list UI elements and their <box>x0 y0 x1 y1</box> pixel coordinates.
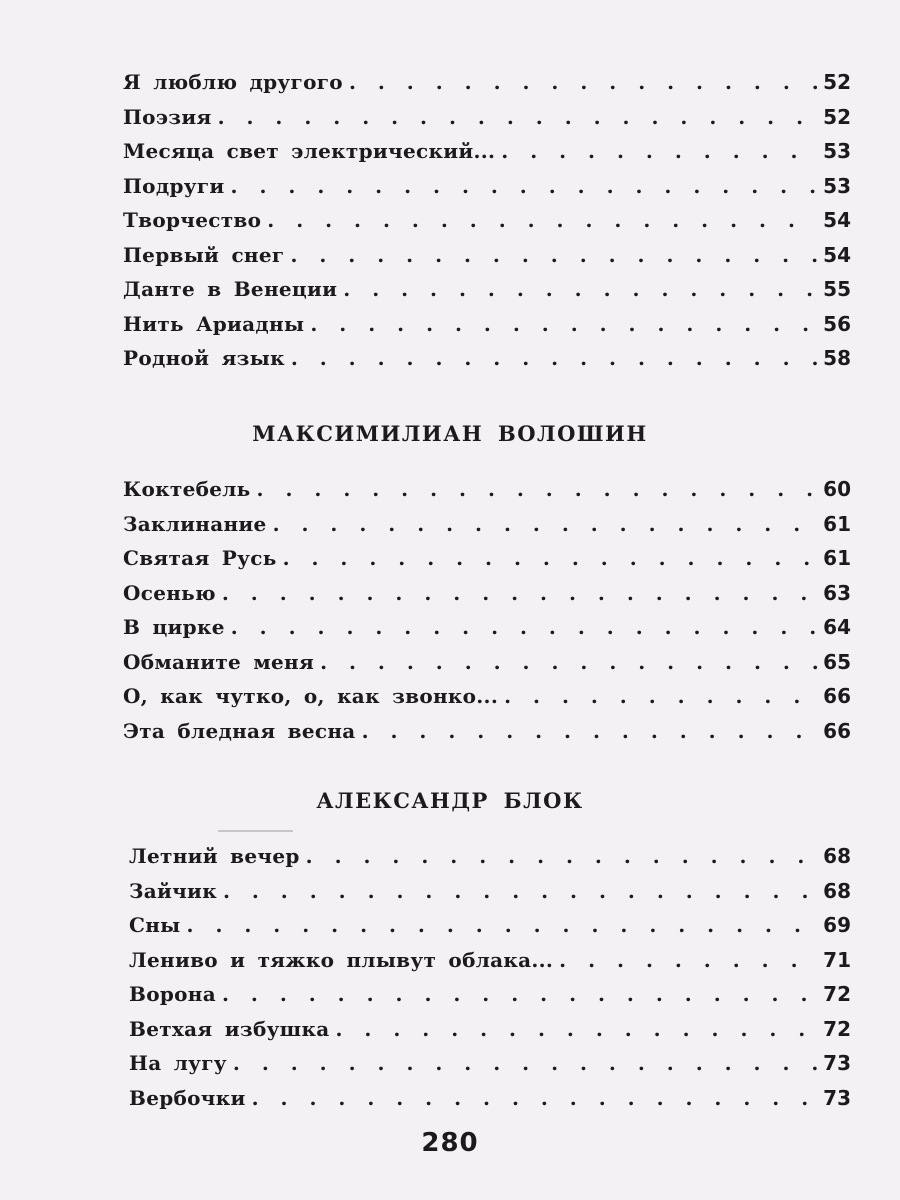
entry-title: Нить Ариадны <box>123 311 305 336</box>
entry-page: 64 <box>823 615 851 639</box>
dot-leader <box>362 719 818 743</box>
entry-title: Заклинание <box>123 511 267 536</box>
toc-entry <box>123 615 851 650</box>
toc-entry <box>123 581 851 616</box>
entry-title: Данте в Венеции <box>123 277 338 301</box>
toc-entry <box>129 948 851 983</box>
entry-page: 72 <box>823 1016 851 1041</box>
dot-leader <box>504 684 817 708</box>
heading-underline <box>218 830 293 832</box>
dot-leader <box>335 1017 817 1041</box>
entry-page: 61 <box>823 546 851 570</box>
entry-title: Обманите меня <box>123 649 315 674</box>
toc-section-1 <box>123 70 851 381</box>
dot-leader <box>349 70 817 94</box>
dot-leader <box>218 105 818 129</box>
toc-section-2 <box>123 477 851 753</box>
entry-page: 73 <box>823 1051 851 1075</box>
dot-leader <box>223 879 817 903</box>
entry-title: Творчество <box>123 208 262 232</box>
dot-leader <box>343 277 817 301</box>
section-heading-voloshin: МАКСИМИЛИАН ВОЛОШИН <box>252 421 648 446</box>
toc-entry <box>129 1086 851 1121</box>
dot-leader <box>320 650 817 674</box>
toc-entry <box>123 174 851 209</box>
entry-title: На лугу <box>129 1051 227 1075</box>
entry-title: Осенью <box>123 580 216 605</box>
entry-page: 52 <box>823 104 851 129</box>
dot-leader <box>290 243 817 267</box>
dot-leader <box>257 477 818 501</box>
entry-title: Родной язык <box>123 346 285 370</box>
dot-leader <box>306 844 818 868</box>
dot-leader <box>231 174 818 198</box>
dot-leader <box>222 581 817 605</box>
entry-title: Святая Русь <box>123 546 277 570</box>
dot-leader <box>233 1051 817 1075</box>
entry-page: 72 <box>823 982 851 1006</box>
entry-page: 60 <box>823 477 851 501</box>
toc-entry <box>123 346 851 381</box>
entry-title: Ворона <box>129 982 216 1006</box>
toc-entry <box>129 982 851 1017</box>
toc-entry <box>129 913 851 948</box>
toc-entry <box>123 477 851 512</box>
toc-entry <box>123 208 851 243</box>
entry-title: Поэзия <box>123 104 212 129</box>
entry-title: Ветхая избушка <box>129 1016 330 1041</box>
toc-entry <box>123 139 851 174</box>
toc-entry <box>123 546 851 581</box>
dot-leader <box>231 615 817 639</box>
entry-title: Летний вечер <box>129 844 300 868</box>
entry-title: О, как чутко, о, как звонко... <box>123 684 499 708</box>
toc-entry <box>123 512 851 547</box>
entry-page: 54 <box>823 242 851 267</box>
toc-section-3 <box>129 844 851 1120</box>
toc-entry <box>123 243 851 278</box>
entry-page: 53 <box>823 173 851 198</box>
toc-entry <box>123 70 851 105</box>
entry-title: Коктебель <box>123 477 251 501</box>
entry-title: Вербочки <box>129 1085 246 1110</box>
dot-leader <box>310 312 817 336</box>
entry-page: 66 <box>823 718 851 743</box>
entry-title: Лениво и тяжко плывут облака... <box>129 947 554 972</box>
entry-title: Эта бледная весна <box>123 718 356 743</box>
entry-page: 54 <box>823 208 851 232</box>
entry-page: 63 <box>823 580 851 605</box>
dot-leader <box>267 208 817 232</box>
entry-page: 73 <box>823 1085 851 1110</box>
dot-leader <box>187 913 818 937</box>
dot-leader <box>273 512 818 536</box>
entry-page: 58 <box>823 346 851 370</box>
dot-leader <box>222 982 817 1006</box>
entry-title: В цирке <box>123 615 225 639</box>
entry-page: 71 <box>823 947 851 972</box>
dot-leader <box>252 1086 818 1110</box>
dot-leader <box>283 546 818 570</box>
page-number: 280 <box>421 1128 479 1158</box>
entry-title: Зайчик <box>129 878 217 903</box>
toc-entry <box>123 105 851 140</box>
entry-page: 65 <box>823 649 851 674</box>
toc-entry <box>129 844 851 879</box>
toc-entry <box>129 1017 851 1052</box>
entry-page: 52 <box>823 70 851 94</box>
entry-page: 61 <box>823 511 851 536</box>
dot-leader <box>559 948 817 972</box>
toc-entry <box>123 312 851 347</box>
dot-leader <box>501 139 817 163</box>
entry-page: 56 <box>823 311 851 336</box>
section-heading-blok: АЛЕКСАНДР БЛОК <box>316 788 584 813</box>
entry-page: 66 <box>823 684 851 708</box>
entry-title: Первый снег <box>123 242 285 267</box>
toc-entry <box>123 719 851 754</box>
entry-page: 68 <box>823 844 851 868</box>
toc-entry <box>123 684 851 719</box>
entry-title: Я люблю другого <box>123 70 343 94</box>
entry-title: Месяца свет электрический... <box>123 139 496 163</box>
entry-page: 53 <box>823 139 851 163</box>
toc-entry <box>123 650 851 685</box>
entry-title: Подруги <box>123 173 225 198</box>
entry-page: 68 <box>823 878 851 903</box>
entry-title: Сны <box>129 913 181 937</box>
entry-page: 55 <box>823 277 851 301</box>
toc-entry <box>129 1051 851 1086</box>
toc-entry <box>129 879 851 914</box>
toc-entry <box>123 277 851 312</box>
dot-leader <box>291 346 817 370</box>
entry-page: 69 <box>823 913 851 937</box>
